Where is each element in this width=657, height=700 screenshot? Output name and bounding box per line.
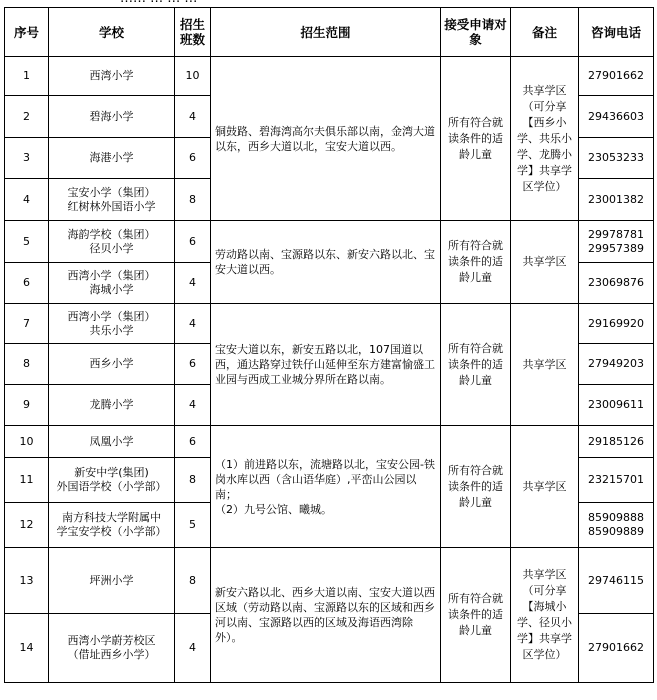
phone-number: 27901662 <box>588 641 644 654</box>
table-row <box>5 221 654 263</box>
table-body <box>5 57 654 683</box>
cell-note: 共享学区 <box>511 426 579 548</box>
table-row <box>5 57 654 96</box>
cell-school <box>49 57 175 96</box>
header-range: 招生范围 <box>211 8 441 57</box>
school-name-line: 红树林外国语小学 <box>67 199 156 213</box>
cell-phone <box>579 548 654 614</box>
school-name-line: 西湾小学蔚芳校区 <box>67 634 156 647</box>
cell-note: 共享学区（可分享【西乡小学、共乐小学、龙腾小学】共享学区学位） <box>511 57 579 221</box>
school-name-line: 共乐小学 <box>89 323 134 337</box>
cell-classes: 4 <box>175 304 211 344</box>
top-fragment-text <box>120 0 197 6</box>
cell-note: 共享学区 <box>511 221 579 304</box>
cell-target: 所有符合就读条件的适龄儿童 <box>441 221 511 304</box>
phone-number: 85909889 <box>588 525 644 538</box>
cell-phone <box>579 344 654 385</box>
cell-index: 4 <box>5 179 49 221</box>
cell-classes: 5 <box>175 503 211 548</box>
cell-index: 11 <box>5 458 49 503</box>
cell-index: 10 <box>5 426 49 458</box>
cell-range: 新安六路以北、西乡大道以南、宝安大道以西区域（劳动路以南、宝源路以东的区域和西乡河以南、宝源路以西的区域及海语西湾除外）。 <box>211 548 441 683</box>
school-name-line: 学宝安学校（小学部） <box>56 525 167 538</box>
cell-range: 劳动路以南、宝源路以东、新安六路以北、宝安大道以西。 <box>211 221 441 304</box>
cell-index: 6 <box>5 263 49 304</box>
phone-number: 27949203 <box>588 357 644 370</box>
header-phone: 咨询电话 <box>579 8 654 57</box>
header-index: 序号 <box>5 8 49 57</box>
cell-phone <box>579 138 654 179</box>
cell-phone <box>579 458 654 503</box>
cell-school <box>49 179 175 221</box>
cell-index: 9 <box>5 385 49 426</box>
cell-target: 所有符合就读条件的适龄儿童 <box>441 57 511 221</box>
phone-number: 23009611 <box>588 398 644 411</box>
cell-school <box>49 503 175 548</box>
phone-number: 23001382 <box>588 192 644 206</box>
phone-number: 29957389 <box>588 241 644 255</box>
cell-school <box>49 344 175 385</box>
phone-number: 23069876 <box>588 276 644 289</box>
table-row <box>5 304 654 344</box>
cell-school <box>49 426 175 458</box>
cell-note: 共享学区（可分享【海城小学、径贝小学】共享学区学位） <box>511 548 579 683</box>
table-row <box>5 548 654 614</box>
phone-number: 29185126 <box>588 434 644 448</box>
school-name-line: 新安中学(集团) <box>74 466 149 479</box>
school-name-line: 南方科技大学附属中 <box>62 511 161 524</box>
phone-number: 27901662 <box>588 69 644 82</box>
header-classes: 招生班数 <box>175 8 211 57</box>
cell-classes: 4 <box>175 614 211 683</box>
cell-school <box>49 385 175 426</box>
cell-classes: 10 <box>175 57 211 96</box>
cell-note: 共享学区 <box>511 304 579 426</box>
school-name-line: 海港小学 <box>89 151 134 164</box>
cell-index: 2 <box>5 96 49 138</box>
school-name-line: 坪洲小学 <box>89 573 134 587</box>
cell-phone <box>579 385 654 426</box>
school-name-line: 宝安小学（集团） <box>67 185 156 199</box>
cell-range: 宝安大道以东，新安五路以北，107国道以西，通达路穿过铁仔山延伸至东方建富愉盛工业园与西成工业城分界所在路以南。 <box>211 304 441 426</box>
cell-phone <box>579 263 654 304</box>
cell-index: 3 <box>5 138 49 179</box>
school-name-line: 径贝小学 <box>89 241 134 255</box>
cell-index: 14 <box>5 614 49 683</box>
cell-classes: 4 <box>175 263 211 304</box>
header-school: 学校 <box>49 8 175 57</box>
phone-number: 23053233 <box>588 151 644 164</box>
cell-index: 5 <box>5 221 49 263</box>
cell-index: 7 <box>5 304 49 344</box>
phone-number: 29746115 <box>588 573 644 587</box>
cell-index: 13 <box>5 548 49 614</box>
school-name-line: 碧海小学 <box>89 109 134 123</box>
cell-classes: 6 <box>175 344 211 385</box>
cell-school <box>49 614 175 683</box>
cell-phone <box>579 221 654 263</box>
cell-classes: 6 <box>175 221 211 263</box>
school-name-line: 西湾小学（集团） <box>67 269 156 282</box>
cell-target: 所有符合就读条件的适龄儿童 <box>441 548 511 683</box>
school-name-line: 海城小学 <box>89 283 134 296</box>
cell-range: （1）前进路以东，流塘路以北，宝安公园-铁岗水库以西（含山语华庭）,平峦山公园以南； （2）九号公馆、曦城。 <box>211 426 441 548</box>
school-name-line: 西湾小学 <box>89 69 134 82</box>
cell-classes: 4 <box>175 96 211 138</box>
header-note: 备注 <box>511 8 579 57</box>
cell-school <box>49 458 175 503</box>
cell-index: 12 <box>5 503 49 548</box>
header-target: 接受申请对象 <box>441 8 511 57</box>
cell-phone <box>579 96 654 138</box>
table-row <box>5 426 654 458</box>
school-name-line: 凤凰小学 <box>89 434 134 448</box>
cell-classes: 6 <box>175 426 211 458</box>
cell-range: 铜鼓路、碧海湾高尔夫俱乐部以南，金湾大道以东，西乡大道以北，宝安大道以西。 <box>211 57 441 221</box>
cell-phone <box>579 57 654 96</box>
school-name-line: 外国语学校（小学部） <box>56 480 167 493</box>
enrollment-table <box>4 7 654 683</box>
cell-index: 1 <box>5 57 49 96</box>
cell-phone <box>579 614 654 683</box>
phone-number: 29978781 <box>588 227 644 241</box>
cell-phone <box>579 503 654 548</box>
cell-classes: 4 <box>175 385 211 426</box>
phone-number: 23215701 <box>588 473 644 486</box>
cell-school <box>49 263 175 304</box>
phone-number: 29436603 <box>588 109 644 123</box>
cell-index: 8 <box>5 344 49 385</box>
school-name-line: （借址西乡小学） <box>67 648 156 661</box>
cell-school <box>49 138 175 179</box>
school-name-line: 西乡小学 <box>89 357 134 370</box>
cell-classes: 8 <box>175 458 211 503</box>
school-name-line: 西湾小学（集团） <box>67 309 156 323</box>
header-row <box>5 8 654 57</box>
phone-number: 85909888 <box>588 511 644 524</box>
cell-target: 所有符合就读条件的适龄儿童 <box>441 304 511 426</box>
cell-classes: 8 <box>175 548 211 614</box>
cell-school <box>49 96 175 138</box>
school-name-line: 海韵学校（集团） <box>67 227 156 241</box>
cell-phone <box>579 179 654 221</box>
cell-school <box>49 221 175 263</box>
top-fragment <box>0 0 657 6</box>
phone-number: 29169920 <box>588 316 644 330</box>
cell-phone <box>579 304 654 344</box>
cell-classes: 6 <box>175 138 211 179</box>
cell-classes: 8 <box>175 179 211 221</box>
cell-phone <box>579 426 654 458</box>
cell-school <box>49 548 175 614</box>
cell-target: 所有符合就读条件的适龄儿童 <box>441 426 511 548</box>
school-name-line: 龙腾小学 <box>89 398 134 411</box>
cell-school <box>49 304 175 344</box>
